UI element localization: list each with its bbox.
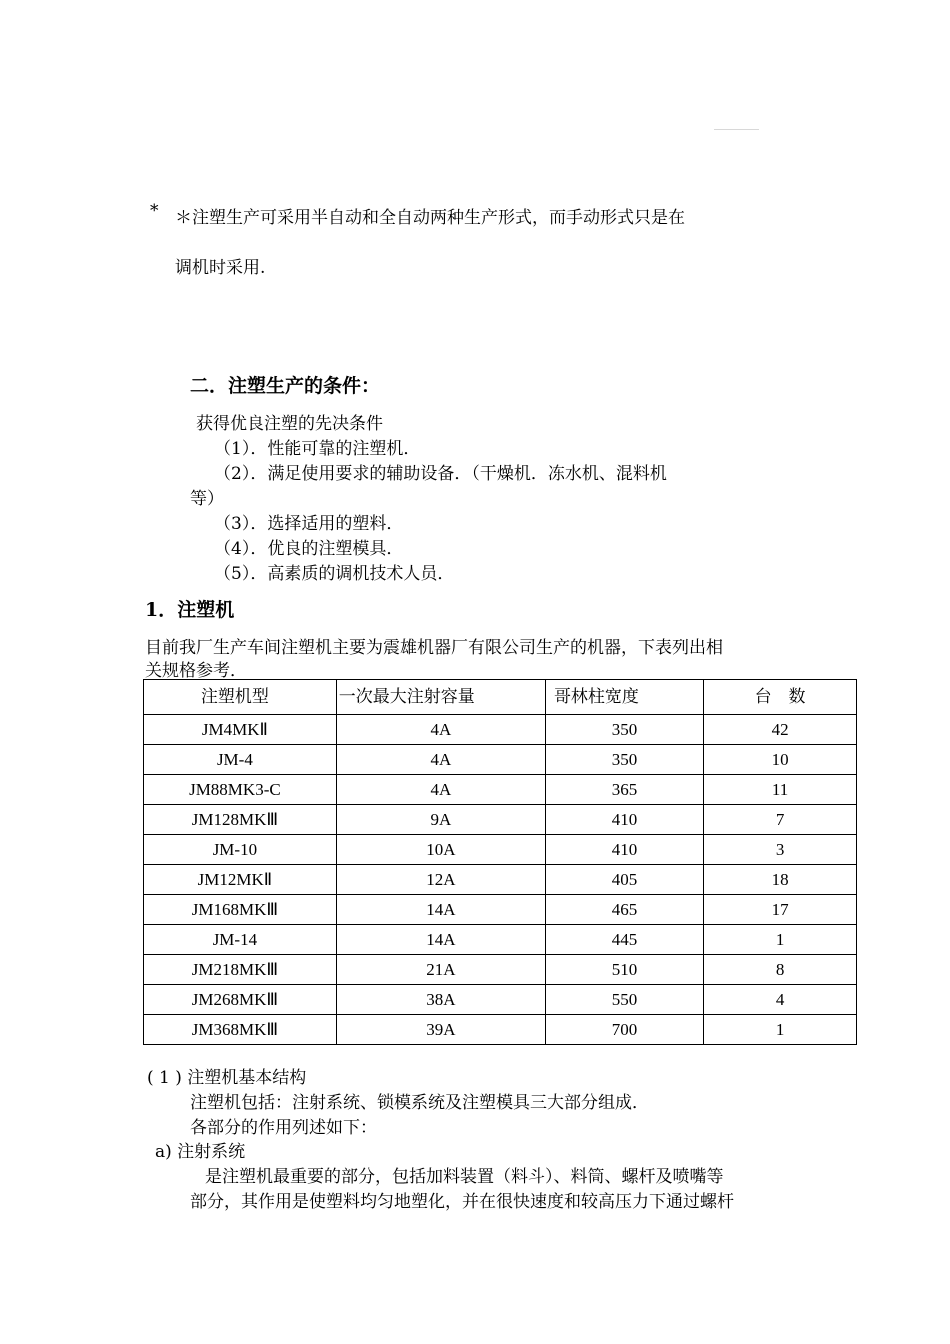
cell-quantity: 8 (704, 955, 857, 985)
condition-item-5: （5）．高素质的调机技术人员． (214, 564, 455, 584)
cell-capacity: 4A (336, 745, 545, 775)
cell-capacity: 14A (336, 895, 545, 925)
cell-model: JM12MKⅡ (144, 865, 337, 895)
header-capacity: 一次最大注射容量 (336, 680, 545, 715)
table-row (144, 1015, 857, 1045)
cell-quantity: 17 (704, 895, 857, 925)
cell-capacity: 4A (336, 715, 545, 745)
bullet-marker: * (150, 201, 159, 221)
injection-system-heading: a) 注射系统 (155, 1142, 246, 1162)
cell-quantity: 11 (704, 775, 857, 805)
table-row (144, 865, 857, 895)
cell-tiebar-width: 445 (545, 925, 703, 955)
section-1-para-line-2: 关规格参考． (145, 661, 247, 681)
section-2-lead: 获得优良注塑的先决条件 (196, 414, 383, 434)
section-1-heading: 1．注塑机 (145, 599, 235, 621)
cell-model: JM-4 (144, 745, 337, 775)
cell-model: JM-10 (144, 835, 337, 865)
cell-capacity: 12A (336, 865, 545, 895)
cell-tiebar-width: 405 (545, 865, 703, 895)
cell-capacity: 21A (336, 955, 545, 985)
cell-model: JM-14 (144, 925, 337, 955)
condition-item-4: （4）．优良的注塑模具． (214, 539, 404, 559)
table-row (144, 805, 857, 835)
cell-model: JM128MKⅢ (144, 805, 337, 835)
table-row (144, 835, 857, 865)
cell-quantity: 3 (704, 835, 857, 865)
cell-tiebar-width: 350 (545, 745, 703, 775)
cell-tiebar-width: 410 (545, 835, 703, 865)
cell-capacity: 4A (336, 775, 545, 805)
intro-line-2: 调机时采用. (175, 258, 266, 278)
cell-model: JM88MK3-C (144, 775, 337, 805)
table-row (144, 985, 857, 1015)
header-model: 注塑机型 (144, 680, 337, 715)
header-rule (714, 129, 759, 130)
injection-para-line-1: 是注塑机最重要的部分，包括加料装置（料斗）、料筒、螺杆及喷嘴等 (205, 1167, 724, 1187)
machine-spec-table (143, 679, 857, 1045)
cell-tiebar-width: 700 (545, 1015, 703, 1045)
cell-capacity: 10A (336, 835, 545, 865)
cell-tiebar-width: 550 (545, 985, 703, 1015)
cell-model: JM4MKⅡ (144, 715, 337, 745)
condition-item-2: （2）．满足使用要求的辅助设备．（干燥机．冻水机、混料机 (214, 464, 667, 484)
table-header-row (144, 680, 857, 715)
section-2-heading: 二．注塑生产的条件： (190, 375, 381, 397)
cell-quantity: 7 (704, 805, 857, 835)
cell-tiebar-width: 410 (545, 805, 703, 835)
condition-item-3: （3）．选择适用的塑料． (214, 514, 404, 534)
cell-capacity: 14A (336, 925, 545, 955)
cell-quantity: 4 (704, 985, 857, 1015)
cell-model: JM268MKⅢ (144, 985, 337, 1015)
cell-tiebar-width: 365 (545, 775, 703, 805)
cell-model: JM168MKⅢ (144, 895, 337, 925)
cell-tiebar-width: 510 (545, 955, 703, 985)
structure-heading: ( 1 ) 注塑机基本结构 (147, 1068, 307, 1088)
condition-item-2-cont: 等） (190, 489, 224, 509)
cell-capacity: 39A (336, 1015, 545, 1045)
cell-quantity: 10 (704, 745, 857, 775)
intro-line-1: ＊注塑生产可采用半自动和全自动两种生产形式，而手动形式只是在 (175, 208, 685, 228)
cell-capacity: 38A (336, 985, 545, 1015)
cell-quantity: 1 (704, 925, 857, 955)
cell-model: JM368MKⅢ (144, 1015, 337, 1045)
condition-item-1: （1）．性能可靠的注塑机． (214, 439, 421, 459)
header-quantity: 台 数 (704, 680, 857, 715)
cell-tiebar-width: 350 (545, 715, 703, 745)
table-row (144, 955, 857, 985)
cell-quantity: 18 (704, 865, 857, 895)
injection-para-line-2: 部分，其作用是使塑料均匀地塑化，并在很快速度和较高压力下通过螺杆 (190, 1192, 734, 1212)
section-1-para-line-1: 目前我厂生产车间注塑机主要为震雄机器厂有限公司生产的机器，下表列出相 (145, 638, 723, 658)
table-row (144, 775, 857, 805)
table-row (144, 925, 857, 955)
cell-capacity: 9A (336, 805, 545, 835)
cell-tiebar-width: 465 (545, 895, 703, 925)
table-row (144, 745, 857, 775)
cell-model: JM218MKⅢ (144, 955, 337, 985)
structure-line-1: 注塑机包括：注射系统、锁模系统及注塑模具三大部分组成． (190, 1093, 649, 1113)
structure-line-2: 各部分的作用列述如下： (190, 1118, 377, 1138)
table-row (144, 895, 857, 925)
table-row (144, 715, 857, 745)
cell-quantity: 1 (704, 1015, 857, 1045)
cell-quantity: 42 (704, 715, 857, 745)
header-tiebar-width: 哥林柱宽度 (545, 680, 703, 715)
